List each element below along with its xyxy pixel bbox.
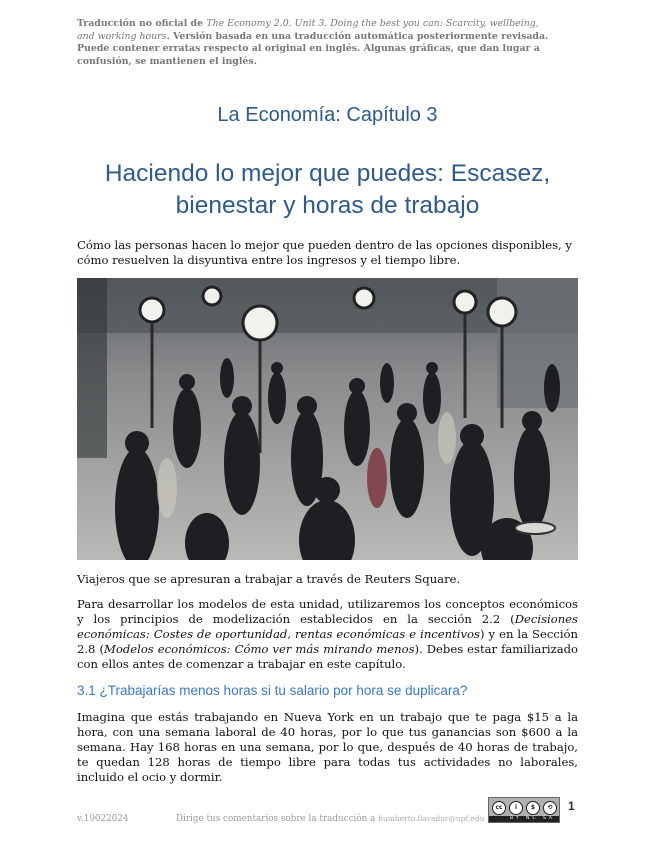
page-number: 1 <box>568 799 575 813</box>
body-paragraph-1 <box>77 597 578 672</box>
para1-text-c: ) y en la Sección 2.8 ( <box>77 627 578 656</box>
feedback-note <box>176 814 484 824</box>
body-paragraph-2: Imagina que estás trabajando en Nueva York en un trabajo que te paga $15 a la hora, con una semana laboral de 40 horas, por lo que tus ganancias son $600 a la semana. Hay 168 horas en una semana, por lo que, después de 40 horas de trabajo, te quedan 128 horas de tiempo libre para todas tus actividades no laborales, incluido el ocio y dormir. <box>77 710 578 784</box>
feedback-email-link[interactable]: humberto.llavador@upf.edu <box>378 814 485 823</box>
chapter-label: La Economía: Capítulo 3 <box>217 104 438 126</box>
cc-icon: cc <box>492 801 506 815</box>
section-2-2-reference: Decisiones económicas: Costes de oportunidad, rentas económicas e incentivos <box>77 612 578 641</box>
version-label: v.19022024 <box>77 814 129 824</box>
disclaimer-lead: Traducción no oficial de <box>77 18 207 29</box>
para1-text-a: Para desarrollar los modelos de esta unidad, utilizaremos los conceptos económicos y los principios de modelización establecidos en la sección 2.2 ( <box>77 597 578 626</box>
translation-disclaimer <box>77 18 557 68</box>
disclaimer-rest: . Versión basada en una traducción automática posteriormente revisada. Puede contener erratas respecto al original en inglés. Algunas gráficas, que dan lugar a confusión, se mantienen el inglés. <box>77 30 549 67</box>
disclaimer-work-title: The Economy 2.0. Unit 3. Doing the best you can: Scarcity, wellbeing, and working hours <box>77 18 539 42</box>
para1-text-e: ). Debes estar familiarizado con ellos antes de comenzar a trabajar en este capítulo. <box>77 642 579 671</box>
feedback-text: Dirige tus comentarios sobre la traducción a <box>176 814 379 824</box>
commuters-photo <box>77 278 578 560</box>
sharealike-icon: ⟲ <box>543 801 557 815</box>
chapter-title: Haciendo lo mejor que puedes: Escasez, bienestar y horas de trabajo <box>104 160 551 219</box>
creative-commons-badge[interactable] <box>488 797 560 823</box>
attribution-icon: i <box>509 801 523 815</box>
license-strip: BY NC SA <box>489 816 559 822</box>
commuters-photo-illustration <box>77 278 578 560</box>
section-heading: 3.1 ¿Trabajarías menos horas si tu salario por hora se duplicara? <box>77 683 468 698</box>
noncommercial-icon: $ <box>526 801 540 815</box>
photo-caption: Viajeros que se apresuran a trabajar a través de Reuters Square. <box>77 572 461 586</box>
lead-paragraph: Cómo las personas hacen lo mejor que pueden dentro de las opciones disponibles, y cómo resuelven la disyuntiva entre los ingresos y el tiempo libre. <box>77 238 572 267</box>
section-2-8-reference: Modelos económicos: Cómo ver más mirando menos <box>103 642 415 656</box>
